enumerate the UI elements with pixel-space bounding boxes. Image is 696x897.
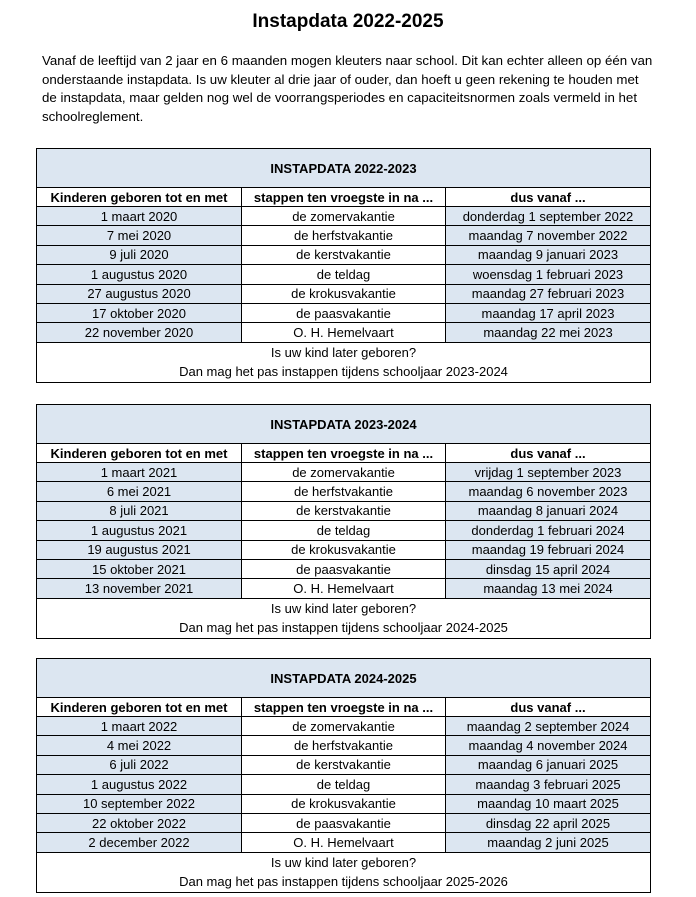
- cell-born: 27 augustus 2020: [37, 284, 242, 303]
- cell-after: de krokusvakantie: [242, 284, 446, 303]
- table-title: INSTAPDATA 2023-2024: [37, 405, 651, 444]
- cell-after: de kerstvakantie: [242, 501, 446, 520]
- cell-after: de zomervakantie: [242, 717, 446, 736]
- table-row: [37, 482, 651, 501]
- footer-question: Is uw kind later geboren?: [270, 855, 417, 871]
- table-row: [37, 813, 651, 832]
- cell-born: 10 september 2022: [37, 794, 242, 813]
- cell-from: maandag 4 november 2024: [446, 736, 651, 755]
- footer-question: Is uw kind later geboren?: [270, 601, 417, 617]
- cell-after: de teldag: [242, 265, 446, 284]
- table-row: [37, 323, 651, 342]
- column-header-born: Kinderen geboren tot en met: [37, 188, 242, 207]
- table-footer: [37, 598, 651, 638]
- table-row: [37, 521, 651, 540]
- table-row: [37, 226, 651, 245]
- footer-question: Is uw kind later geboren?: [270, 345, 417, 361]
- table-row: [37, 284, 651, 303]
- cell-after: O. H. Hemelvaart: [242, 579, 446, 598]
- cell-from: vrijdag 1 september 2023: [446, 463, 651, 482]
- instapdata-table-2023-2024: [36, 404, 650, 639]
- table-row: [37, 559, 651, 578]
- cell-born: 19 augustus 2021: [37, 540, 242, 559]
- instapdata-table-2024-2025: [36, 658, 650, 893]
- footer-note: Dan mag het pas instappen tijdens schooljaar 2024-2025: [179, 620, 508, 636]
- cell-after: de paasvakantie: [242, 303, 446, 322]
- cell-born: 15 oktober 2021: [37, 559, 242, 578]
- table-row: [37, 207, 651, 226]
- table-row: [37, 833, 651, 852]
- cell-after: de herfstvakantie: [242, 736, 446, 755]
- cell-born: 9 juli 2020: [37, 245, 242, 264]
- cell-born: 1 maart 2020: [37, 207, 242, 226]
- cell-after: de herfstvakantie: [242, 226, 446, 245]
- table-row: [37, 303, 651, 322]
- cell-after: de kerstvakantie: [242, 755, 446, 774]
- cell-born: 6 juli 2022: [37, 755, 242, 774]
- cell-after: de kerstvakantie: [242, 245, 446, 264]
- cell-born: 7 mei 2020: [37, 226, 242, 245]
- cell-after: O. H. Hemelvaart: [242, 833, 446, 852]
- cell-from: maandag 27 februari 2023: [446, 284, 651, 303]
- column-header-after: stappen ten vroegste in na ...: [242, 188, 446, 207]
- cell-after: de teldag: [242, 521, 446, 540]
- cell-from: maandag 6 januari 2025: [446, 755, 651, 774]
- cell-from: maandag 19 februari 2024: [446, 540, 651, 559]
- cell-born: 2 december 2022: [37, 833, 242, 852]
- cell-from: maandag 6 november 2023: [446, 482, 651, 501]
- cell-from: dinsdag 15 april 2024: [446, 559, 651, 578]
- column-header-after: stappen ten vroegste in na ...: [242, 444, 446, 463]
- cell-from: maandag 2 juni 2025: [446, 833, 651, 852]
- cell-after: de herfstvakantie: [242, 482, 446, 501]
- cell-born: 1 maart 2021: [37, 463, 242, 482]
- cell-from: maandag 8 januari 2024: [446, 501, 651, 520]
- table-row: [37, 794, 651, 813]
- instapdata-table-2022-2023: [36, 148, 650, 383]
- cell-from: maandag 13 mei 2024: [446, 579, 651, 598]
- cell-from: maandag 17 april 2023: [446, 303, 651, 322]
- cell-from: maandag 3 februari 2025: [446, 775, 651, 794]
- column-header-from: dus vanaf ...: [446, 188, 651, 207]
- cell-from: maandag 9 januari 2023: [446, 245, 651, 264]
- column-header-from: dus vanaf ...: [446, 444, 651, 463]
- cell-from: maandag 22 mei 2023: [446, 323, 651, 342]
- cell-after: O. H. Hemelvaart: [242, 323, 446, 342]
- cell-from: maandag 10 maart 2025: [446, 794, 651, 813]
- table-row: [37, 775, 651, 794]
- table-row: [37, 736, 651, 755]
- cell-born: 1 maart 2022: [37, 717, 242, 736]
- cell-after: de paasvakantie: [242, 559, 446, 578]
- cell-born: 1 augustus 2022: [37, 775, 242, 794]
- page-title: Instapdata 2022-2025: [252, 11, 444, 32]
- cell-born: 17 oktober 2020: [37, 303, 242, 322]
- table-title: INSTAPDATA 2024-2025: [37, 659, 651, 698]
- cell-born: 4 mei 2022: [37, 736, 242, 755]
- table-row: [37, 265, 651, 284]
- column-header-from: dus vanaf ...: [446, 698, 651, 717]
- cell-born: 22 oktober 2022: [37, 813, 242, 832]
- cell-from: donderdag 1 februari 2024: [446, 521, 651, 540]
- footer-note: Dan mag het pas instappen tijdens schooljaar 2023-2024: [179, 364, 508, 380]
- cell-after: de paasvakantie: [242, 813, 446, 832]
- cell-after: de zomervakantie: [242, 463, 446, 482]
- cell-after: de teldag: [242, 775, 446, 794]
- column-header-born: Kinderen geboren tot en met: [37, 444, 242, 463]
- table-row: [37, 245, 651, 264]
- column-header-born: Kinderen geboren tot en met: [37, 698, 242, 717]
- cell-after: de zomervakantie: [242, 207, 446, 226]
- table-title: INSTAPDATA 2022-2023: [37, 149, 651, 188]
- cell-from: maandag 2 september 2024: [446, 717, 651, 736]
- cell-born: 13 november 2021: [37, 579, 242, 598]
- cell-born: 22 november 2020: [37, 323, 242, 342]
- cell-from: dinsdag 22 april 2025: [446, 813, 651, 832]
- table-row: [37, 463, 651, 482]
- cell-born: 1 augustus 2020: [37, 265, 242, 284]
- table-row: [37, 755, 651, 774]
- cell-from: maandag 7 november 2022: [446, 226, 651, 245]
- cell-after: de krokusvakantie: [242, 540, 446, 559]
- table-row: [37, 717, 651, 736]
- intro-paragraph: Vanaf de leeftijd van 2 jaar en 6 maanden mogen kleuters naar school. Dit kan echter alleen op één van onderstaande instapdata. Is uw kleuter al drie jaar of ouder, dan hoeft u geen rekening te houden met de instapdata, maar gelden nog wel de voorrangsperiodes en capaciteitsnormen zoals vermeld in het schoolreglement.: [42, 53, 653, 124]
- table-footer: [37, 852, 651, 892]
- cell-born: 1 augustus 2021: [37, 521, 242, 540]
- table-row: [37, 579, 651, 598]
- column-header-after: stappen ten vroegste in na ...: [242, 698, 446, 717]
- cell-born: 6 mei 2021: [37, 482, 242, 501]
- table-row: [37, 540, 651, 559]
- table-row: [37, 501, 651, 520]
- cell-from: donderdag 1 september 2022: [446, 207, 651, 226]
- cell-born: 8 juli 2021: [37, 501, 242, 520]
- table-footer: [37, 342, 651, 382]
- cell-from: woensdag 1 februari 2023: [446, 265, 651, 284]
- cell-after: de krokusvakantie: [242, 794, 446, 813]
- footer-note: Dan mag het pas instappen tijdens schooljaar 2025-2026: [179, 874, 508, 890]
